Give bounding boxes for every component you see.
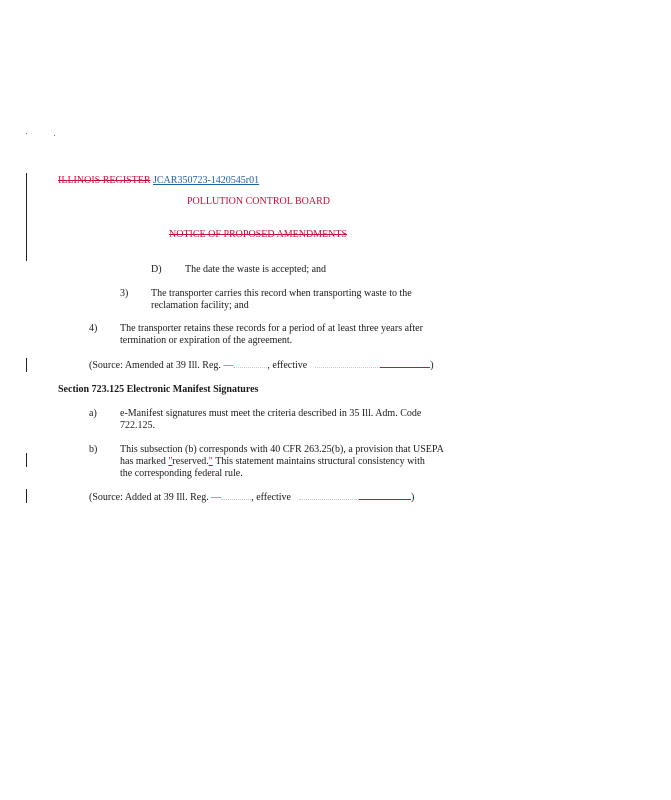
item-3-line2: reclamation facility; and bbox=[151, 300, 249, 311]
register-inserted: JCAR350723-1420545r01 bbox=[153, 175, 260, 186]
subsection-a-label: a) bbox=[89, 408, 97, 419]
item-4-label: 4) bbox=[89, 323, 98, 334]
scan-dot bbox=[54, 135, 55, 136]
change-bar bbox=[26, 173, 27, 261]
source-dash: — bbox=[211, 492, 222, 503]
running-header bbox=[58, 175, 259, 187]
subsection-b-line2 bbox=[120, 456, 425, 468]
notice-title: NOTICE OF PROPOSED AMENDMENTS bbox=[169, 229, 348, 240]
source-redline bbox=[359, 499, 411, 500]
item-3-label: 3) bbox=[120, 288, 129, 299]
b-line2-insert-quote: " bbox=[168, 456, 173, 467]
change-bar bbox=[26, 358, 27, 372]
source-prefix: (Source: Amended at 39 Ill. Reg. bbox=[89, 360, 224, 371]
source-effective: , effective bbox=[251, 492, 291, 503]
register-deleted: ILLINOIS REGISTER bbox=[58, 175, 151, 186]
b-line2-pre: has marked bbox=[120, 456, 169, 467]
item-4-line1: The transporter retains these records for a period of at least three years after bbox=[120, 323, 423, 334]
source-redline bbox=[380, 367, 430, 368]
item-3-line1: The transporter carries this record when transporting waste to the bbox=[151, 288, 412, 299]
source-blank bbox=[315, 367, 380, 368]
subsection-b-label: b) bbox=[89, 444, 98, 455]
source-close: ) bbox=[411, 492, 415, 503]
source-blank bbox=[233, 367, 267, 368]
item-4-line2: termination or expiration of the agreement. bbox=[120, 335, 293, 346]
subsection-a-line2: 722.125. bbox=[120, 420, 155, 431]
source-note-added bbox=[89, 492, 414, 504]
scan-dot bbox=[26, 133, 27, 134]
source-effective: , effective bbox=[267, 360, 308, 371]
source-blank bbox=[221, 499, 251, 500]
source-dash: — bbox=[223, 360, 234, 371]
subsection-b-line3: the corresponding federal rule. bbox=[120, 468, 243, 479]
b-line2-post: This statement maintains structural consistency with bbox=[212, 456, 425, 467]
source-blank bbox=[299, 499, 359, 500]
source-prefix: (Source: Added at 39 Ill. Reg. bbox=[89, 492, 212, 503]
change-bar bbox=[26, 489, 27, 503]
subsection-b-line1: This subsection (b) corresponds with 40 CFR 263.25(b), a provision that USEPA bbox=[120, 444, 444, 455]
change-bar bbox=[26, 453, 27, 467]
board-name: POLLUTION CONTROL BOARD bbox=[187, 196, 330, 207]
section-title: Section 723.125 Electronic Manifest Signatures bbox=[58, 384, 259, 395]
source-close: ) bbox=[430, 360, 434, 371]
source-note-amended bbox=[89, 360, 434, 372]
item-d-label: D) bbox=[151, 264, 162, 275]
b-line2-mid: reserved. bbox=[172, 456, 209, 467]
item-d-text: The date the waste is accepted; and bbox=[185, 264, 327, 275]
b-line2-insert-quote: " bbox=[208, 456, 213, 467]
subsection-a-line1: e-Manifest signatures must meet the criteria described in 35 Ill. Adm. Code bbox=[120, 408, 422, 419]
